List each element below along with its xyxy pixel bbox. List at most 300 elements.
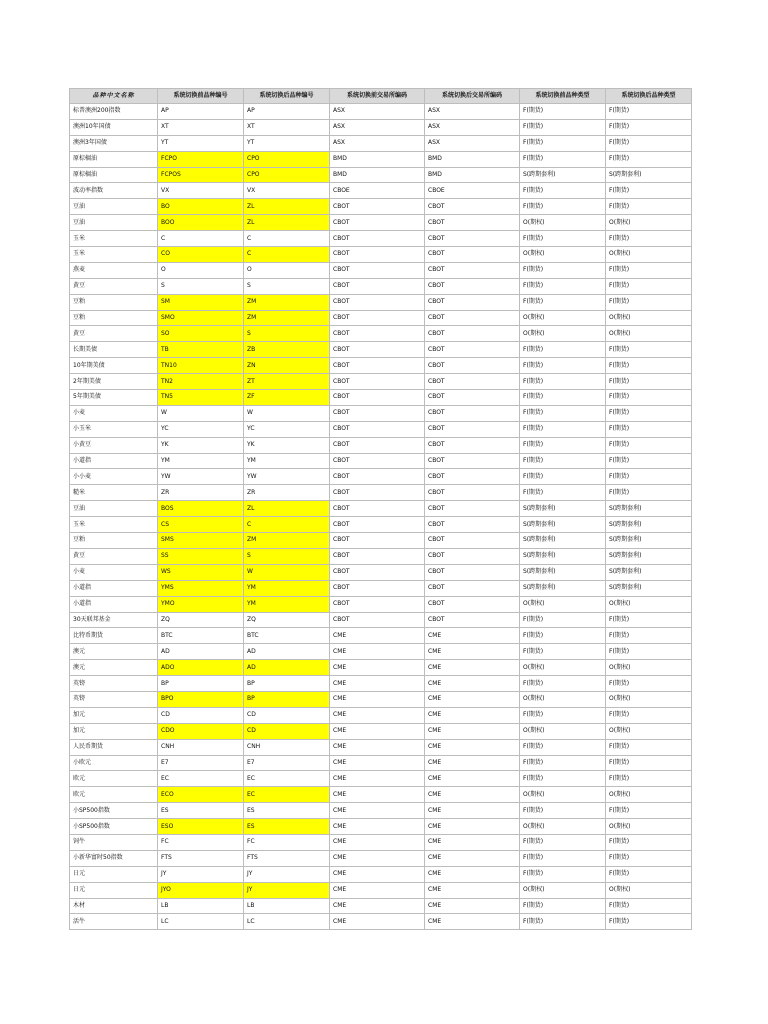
cell-type-before: F(期货)	[520, 834, 606, 850]
cell-type-before: F(期货)	[520, 469, 606, 485]
cell-product-name: 豆油	[70, 199, 158, 215]
cell-exchange-before: BMD	[330, 151, 425, 167]
table-row	[70, 739, 692, 755]
cell-code-before: TB	[158, 342, 244, 358]
cell-code-after: O	[244, 262, 330, 278]
table-row	[70, 405, 692, 421]
cell-code-before: BO	[158, 199, 244, 215]
table-row	[70, 437, 692, 453]
cell-exchange-before: CME	[330, 739, 425, 755]
cell-code-after: YM	[244, 596, 330, 612]
cell-type-before: F(期货)	[520, 898, 606, 914]
cell-code-after: C	[244, 517, 330, 533]
cell-exchange-before: CBOT	[330, 247, 425, 263]
cell-type-after: F(期货)	[606, 421, 692, 437]
cell-code-before: S	[158, 278, 244, 294]
table-row	[70, 803, 692, 819]
cell-product-name: 30天联邦基金	[70, 612, 158, 628]
cell-exchange-before: CBOT	[330, 580, 425, 596]
cell-type-after: O(期权)	[606, 247, 692, 263]
cell-exchange-after: CME	[425, 882, 520, 898]
table-row	[70, 247, 692, 263]
cell-product-name: 标普澳洲200指数	[70, 104, 158, 120]
cell-type-before: F(期货)	[520, 199, 606, 215]
cell-product-name: 小SP500指数	[70, 803, 158, 819]
cell-code-before: SO	[158, 326, 244, 342]
cell-type-after: F(期货)	[606, 119, 692, 135]
cell-code-after: LB	[244, 898, 330, 914]
cell-exchange-after: CME	[425, 644, 520, 660]
cell-code-before: FCPO	[158, 151, 244, 167]
cell-exchange-before: CME	[330, 866, 425, 882]
table-row	[70, 231, 692, 247]
cell-code-before: JYO	[158, 882, 244, 898]
cell-code-before: JY	[158, 866, 244, 882]
cell-code-before: SS	[158, 548, 244, 564]
cell-product-name: 小道指	[70, 580, 158, 596]
cell-type-after: F(期货)	[606, 644, 692, 660]
cell-product-name: 比特币期货	[70, 628, 158, 644]
cell-type-before: O(期权)	[520, 787, 606, 803]
cell-exchange-before: ASX	[330, 119, 425, 135]
cell-type-after: F(期货)	[606, 739, 692, 755]
cell-code-after: YK	[244, 437, 330, 453]
cell-code-before: ZQ	[158, 612, 244, 628]
table-row	[70, 119, 692, 135]
cell-exchange-after: CME	[425, 819, 520, 835]
cell-exchange-after: CBOT	[425, 231, 520, 247]
table-row	[70, 580, 692, 596]
table-row	[70, 866, 692, 882]
cell-code-before: WS	[158, 564, 244, 580]
cell-exchange-before: CBOT	[330, 390, 425, 406]
cell-exchange-after: CME	[425, 834, 520, 850]
cell-type-before: S(跨期套利)	[520, 517, 606, 533]
cell-code-before: ESO	[158, 819, 244, 835]
cell-type-after: O(期权)	[606, 596, 692, 612]
cell-exchange-before: CME	[330, 882, 425, 898]
cell-exchange-after: CME	[425, 628, 520, 644]
cell-code-after: EC	[244, 771, 330, 787]
cell-product-name: 黄豆	[70, 278, 158, 294]
cell-type-after: F(期货)	[606, 358, 692, 374]
cell-exchange-before: CBOT	[330, 294, 425, 310]
cell-product-name: 原棕榈油	[70, 167, 158, 183]
cell-code-after: BTC	[244, 628, 330, 644]
cell-exchange-before: CBOT	[330, 374, 425, 390]
table-row	[70, 564, 692, 580]
cell-product-name: 日元	[70, 866, 158, 882]
table-row	[70, 691, 692, 707]
header-exchange-before: 系统切换前交易所编码	[330, 89, 425, 104]
cell-type-after: F(期货)	[606, 374, 692, 390]
cell-type-after: F(期货)	[606, 135, 692, 151]
cell-type-before: S(跨期套利)	[520, 501, 606, 517]
cell-product-name: 小SP500指数	[70, 819, 158, 835]
cell-code-before: CNH	[158, 739, 244, 755]
cell-type-before: O(期权)	[520, 247, 606, 263]
cell-exchange-before: CBOT	[330, 612, 425, 628]
cell-type-before: F(期货)	[520, 866, 606, 882]
cell-type-after: F(期货)	[606, 676, 692, 692]
cell-exchange-before: CME	[330, 850, 425, 866]
cell-exchange-after: CBOT	[425, 612, 520, 628]
cell-product-name: 人民币期货	[70, 739, 158, 755]
cell-code-before: YC	[158, 421, 244, 437]
header-type-after: 系统切换后品种类型	[606, 89, 692, 104]
cell-exchange-after: CME	[425, 723, 520, 739]
cell-code-after: ZL	[244, 501, 330, 517]
cell-code-before: CD	[158, 707, 244, 723]
cell-product-name: 豆油	[70, 215, 158, 231]
cell-code-before: BOS	[158, 501, 244, 517]
cell-code-after: YT	[244, 135, 330, 151]
table-row	[70, 834, 692, 850]
cell-type-before: F(期货)	[520, 294, 606, 310]
cell-code-after: C	[244, 247, 330, 263]
cell-exchange-after: CBOT	[425, 199, 520, 215]
cell-code-after: CPO	[244, 167, 330, 183]
cell-exchange-after: CBOT	[425, 501, 520, 517]
cell-exchange-before: BMD	[330, 167, 425, 183]
cell-exchange-after: CBOT	[425, 374, 520, 390]
cell-code-after: ZL	[244, 199, 330, 215]
cell-product-name: 小黄豆	[70, 437, 158, 453]
cell-type-after: F(期货)	[606, 485, 692, 501]
cell-type-after: S(跨期套利)	[606, 564, 692, 580]
cell-code-before: TN5	[158, 390, 244, 406]
cell-product-name: 燕麦	[70, 262, 158, 278]
table-row	[70, 548, 692, 564]
table-row	[70, 914, 692, 930]
cell-exchange-after: CBOT	[425, 564, 520, 580]
table-row	[70, 469, 692, 485]
cell-type-before: F(期货)	[520, 374, 606, 390]
table-row	[70, 771, 692, 787]
cell-type-before: S(跨期套利)	[520, 167, 606, 183]
cell-type-before: F(期货)	[520, 437, 606, 453]
cell-code-before: CDO	[158, 723, 244, 739]
cell-exchange-before: CME	[330, 755, 425, 771]
cell-type-before: F(期货)	[520, 755, 606, 771]
cell-code-before: ES	[158, 803, 244, 819]
table-row	[70, 612, 692, 628]
cell-product-name: 原棕榈油	[70, 151, 158, 167]
cell-product-name: 小麦	[70, 405, 158, 421]
cell-exchange-after: CME	[425, 739, 520, 755]
cell-type-before: F(期货)	[520, 644, 606, 660]
cell-exchange-before: CME	[330, 914, 425, 930]
cell-type-after: F(期货)	[606, 405, 692, 421]
cell-exchange-after: CBOT	[425, 596, 520, 612]
cell-exchange-after: CBOT	[425, 580, 520, 596]
cell-type-after: F(期货)	[606, 469, 692, 485]
cell-type-after: F(期货)	[606, 453, 692, 469]
cell-code-after: ZM	[244, 294, 330, 310]
table-row	[70, 183, 692, 199]
table-row	[70, 707, 692, 723]
cell-exchange-before: CBOT	[330, 310, 425, 326]
cell-product-name: 长期美债	[70, 342, 158, 358]
table-row	[70, 215, 692, 231]
cell-type-after: F(期货)	[606, 834, 692, 850]
cell-code-after: EC	[244, 787, 330, 803]
cell-exchange-after: CBOT	[425, 215, 520, 231]
cell-exchange-after: CME	[425, 787, 520, 803]
cell-type-after: O(期权)	[606, 819, 692, 835]
cell-product-name: 欧元	[70, 771, 158, 787]
cell-code-after: ZL	[244, 215, 330, 231]
cell-exchange-before: CME	[330, 834, 425, 850]
cell-exchange-before: ASX	[330, 104, 425, 120]
cell-exchange-before: CBOT	[330, 358, 425, 374]
cell-type-after: F(期货)	[606, 628, 692, 644]
cell-exchange-before: CME	[330, 898, 425, 914]
cell-code-before: C	[158, 231, 244, 247]
table-row	[70, 596, 692, 612]
cell-product-name: 玉米	[70, 247, 158, 263]
cell-code-after: ZF	[244, 390, 330, 406]
cell-type-after: O(期权)	[606, 660, 692, 676]
cell-type-before: F(期货)	[520, 850, 606, 866]
cell-type-after: F(期货)	[606, 850, 692, 866]
cell-product-name: 豆油	[70, 501, 158, 517]
cell-type-after: F(期货)	[606, 262, 692, 278]
cell-code-before: CO	[158, 247, 244, 263]
cell-code-after: S	[244, 326, 330, 342]
cell-type-after: S(跨期套利)	[606, 533, 692, 549]
cell-type-before: O(期权)	[520, 326, 606, 342]
cell-code-before: SMO	[158, 310, 244, 326]
cell-product-name: 玉米	[70, 517, 158, 533]
table-row	[70, 723, 692, 739]
cell-exchange-after: CBOT	[425, 533, 520, 549]
cell-code-after: ZN	[244, 358, 330, 374]
cell-product-name: 波动率指数	[70, 183, 158, 199]
table-row	[70, 787, 692, 803]
cell-product-name: 小小麦	[70, 469, 158, 485]
cell-type-after: S(跨期套利)	[606, 167, 692, 183]
cell-product-name: 日元	[70, 882, 158, 898]
cell-code-after: E7	[244, 755, 330, 771]
cell-type-before: O(期权)	[520, 882, 606, 898]
cell-code-before: YM	[158, 453, 244, 469]
cell-type-after: F(期货)	[606, 342, 692, 358]
cell-product-name: 加元	[70, 723, 158, 739]
cell-type-after: O(期权)	[606, 326, 692, 342]
cell-code-after: ES	[244, 803, 330, 819]
cell-code-before: LC	[158, 914, 244, 930]
cell-type-before: F(期货)	[520, 104, 606, 120]
cell-exchange-before: CME	[330, 707, 425, 723]
table-row	[70, 485, 692, 501]
cell-exchange-before: CBOT	[330, 501, 425, 517]
cell-product-name: 欧元	[70, 787, 158, 803]
cell-exchange-before: CME	[330, 771, 425, 787]
cell-type-before: F(期货)	[520, 739, 606, 755]
cell-exchange-after: BMD	[425, 151, 520, 167]
cell-code-before: BTC	[158, 628, 244, 644]
cell-type-before: F(期货)	[520, 803, 606, 819]
cell-code-before: BPO	[158, 691, 244, 707]
cell-product-name: 小麦	[70, 564, 158, 580]
table-row	[70, 533, 692, 549]
cell-product-name: 10年期美债	[70, 358, 158, 374]
cell-exchange-before: CBOT	[330, 564, 425, 580]
cell-code-before: BOO	[158, 215, 244, 231]
cell-exchange-after: CBOT	[425, 358, 520, 374]
table-row	[70, 135, 692, 151]
cell-type-after: O(期权)	[606, 723, 692, 739]
cell-code-after: S	[244, 548, 330, 564]
cell-product-name: 木材	[70, 898, 158, 914]
cell-type-after: F(期货)	[606, 278, 692, 294]
cell-exchange-after: CME	[425, 707, 520, 723]
cell-product-name: 小新华富时50指数	[70, 850, 158, 866]
cell-exchange-before: CBOT	[330, 278, 425, 294]
header-product-name: 品种中文名称	[70, 89, 158, 104]
cell-code-before: FTS	[158, 850, 244, 866]
cell-exchange-before: CBOT	[330, 485, 425, 501]
cell-exchange-before: CBOT	[330, 421, 425, 437]
cell-product-name: 澳洲10年国债	[70, 119, 158, 135]
cell-exchange-before: CME	[330, 803, 425, 819]
cell-product-name: 豆粕	[70, 533, 158, 549]
cell-product-name: 小道指	[70, 453, 158, 469]
cell-exchange-after: CME	[425, 676, 520, 692]
cell-exchange-after: CBOE	[425, 183, 520, 199]
cell-code-after: AD	[244, 644, 330, 660]
header-type-before: 系统切换前品种类型	[520, 89, 606, 104]
cell-type-before: F(期货)	[520, 405, 606, 421]
header-code-after: 系统切换后品种编号	[244, 89, 330, 104]
cell-code-after: CD	[244, 723, 330, 739]
cell-exchange-after: CME	[425, 850, 520, 866]
cell-code-before: W	[158, 405, 244, 421]
cell-type-after: F(期货)	[606, 104, 692, 120]
cell-exchange-after: CME	[425, 914, 520, 930]
cell-code-after: ZQ	[244, 612, 330, 628]
cell-product-name: 英镑	[70, 691, 158, 707]
table-row	[70, 882, 692, 898]
cell-code-after: YW	[244, 469, 330, 485]
cell-exchange-after: ASX	[425, 119, 520, 135]
cell-exchange-before: CME	[330, 691, 425, 707]
cell-exchange-before: CBOT	[330, 469, 425, 485]
cell-code-after: ZB	[244, 342, 330, 358]
cell-code-after: FTS	[244, 850, 330, 866]
cell-code-before: ZR	[158, 485, 244, 501]
cell-type-after: O(期权)	[606, 691, 692, 707]
cell-code-before: YMO	[158, 596, 244, 612]
cell-code-after: ZM	[244, 533, 330, 549]
cell-type-before: F(期货)	[520, 390, 606, 406]
cell-exchange-before: CBOT	[330, 215, 425, 231]
cell-code-after: CD	[244, 707, 330, 723]
cell-exchange-after: ASX	[425, 104, 520, 120]
cell-code-before: YMS	[158, 580, 244, 596]
cell-code-after: JY	[244, 882, 330, 898]
cell-exchange-before: CME	[330, 628, 425, 644]
cell-code-before: SM	[158, 294, 244, 310]
cell-code-after: JY	[244, 866, 330, 882]
futures-code-mapping-table	[69, 88, 692, 930]
cell-type-before: F(期货)	[520, 485, 606, 501]
table-row	[70, 294, 692, 310]
cell-exchange-after: BMD	[425, 167, 520, 183]
cell-exchange-before: CBOT	[330, 231, 425, 247]
cell-exchange-after: CBOT	[425, 342, 520, 358]
cell-type-after: S(跨期套利)	[606, 517, 692, 533]
cell-type-before: F(期货)	[520, 612, 606, 628]
cell-exchange-after: CME	[425, 866, 520, 882]
cell-product-name: 2年期美债	[70, 374, 158, 390]
cell-type-before: F(期货)	[520, 707, 606, 723]
table-row	[70, 358, 692, 374]
cell-code-before: ADO	[158, 660, 244, 676]
cell-type-before: F(期货)	[520, 119, 606, 135]
cell-type-after: F(期货)	[606, 914, 692, 930]
cell-exchange-after: CBOT	[425, 310, 520, 326]
cell-exchange-after: CME	[425, 898, 520, 914]
cell-code-after: LC	[244, 914, 330, 930]
cell-code-before: O	[158, 262, 244, 278]
cell-product-name: 澳元	[70, 644, 158, 660]
cell-exchange-after: CME	[425, 755, 520, 771]
table-row	[70, 390, 692, 406]
cell-type-before: F(期货)	[520, 453, 606, 469]
cell-type-after: O(期权)	[606, 310, 692, 326]
cell-exchange-after: CME	[425, 771, 520, 787]
cell-code-after: ZM	[244, 310, 330, 326]
header-code-before: 系统切换前品种编号	[158, 89, 244, 104]
cell-code-before: TN2	[158, 374, 244, 390]
cell-exchange-before: CBOT	[330, 262, 425, 278]
table-row	[70, 628, 692, 644]
table-row	[70, 755, 692, 771]
cell-code-after: YM	[244, 453, 330, 469]
cell-exchange-before: CBOT	[330, 342, 425, 358]
cell-product-name: 玉米	[70, 231, 158, 247]
cell-type-before: O(期权)	[520, 723, 606, 739]
table-row	[70, 310, 692, 326]
cell-product-name: 饲牛	[70, 834, 158, 850]
cell-type-after: F(期货)	[606, 866, 692, 882]
cell-type-after: S(跨期套利)	[606, 501, 692, 517]
cell-product-name: 糙米	[70, 485, 158, 501]
cell-exchange-after: CBOT	[425, 548, 520, 564]
table-row	[70, 676, 692, 692]
cell-product-name: 黄豆	[70, 548, 158, 564]
cell-type-after: O(期权)	[606, 787, 692, 803]
cell-exchange-before: CME	[330, 787, 425, 803]
cell-code-after: CNH	[244, 739, 330, 755]
cell-type-before: S(跨期套利)	[520, 564, 606, 580]
cell-code-after: ZT	[244, 374, 330, 390]
cell-exchange-before: CBOT	[330, 533, 425, 549]
cell-product-name: 澳元	[70, 660, 158, 676]
cell-type-after: F(期货)	[606, 294, 692, 310]
header-exchange-after: 系统切换后交易所编码	[425, 89, 520, 104]
table-row	[70, 850, 692, 866]
cell-type-after: F(期货)	[606, 199, 692, 215]
cell-product-name: 豆粕	[70, 310, 158, 326]
cell-exchange-after: CBOT	[425, 437, 520, 453]
cell-code-after: BP	[244, 676, 330, 692]
cell-product-name: 小欧元	[70, 755, 158, 771]
cell-exchange-before: CME	[330, 660, 425, 676]
table-row	[70, 644, 692, 660]
